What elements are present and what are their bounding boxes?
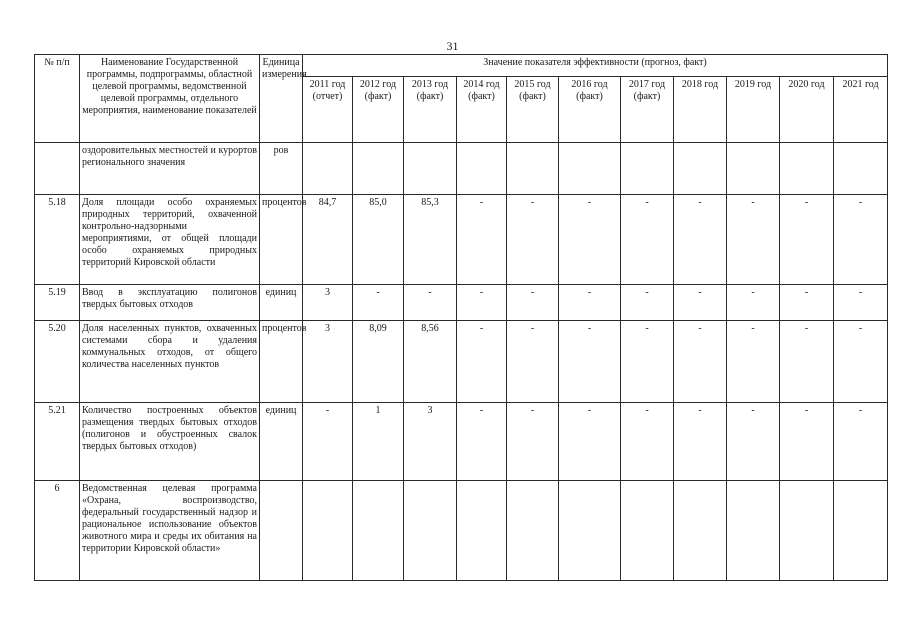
- header-num: № п/п: [35, 55, 80, 143]
- value-cell: -: [353, 285, 404, 321]
- header-year: 2020 год: [780, 77, 834, 143]
- value-cell: -: [559, 403, 621, 481]
- value-cell: -: [457, 195, 507, 285]
- unit-cell: процентов: [260, 321, 303, 403]
- header-year: 2014 год (факт): [457, 77, 507, 143]
- value-cell: -: [834, 195, 888, 285]
- indicator-name: Доля населенных пунктов, охваченных системами сбора и удаления коммунальных отходов, от общего количества населенных пунктов: [80, 321, 260, 403]
- header-year: 2012 год (факт): [353, 77, 404, 143]
- row-number: 5.18: [35, 195, 80, 285]
- header-year: 2018 год: [674, 77, 727, 143]
- unit-cell: [260, 481, 303, 581]
- table-row: [35, 285, 888, 321]
- value-cell: [507, 481, 559, 581]
- value-cell: -: [727, 195, 780, 285]
- value-cell: [404, 481, 457, 581]
- page-number: 31: [446, 39, 459, 53]
- value-cell: -: [457, 321, 507, 403]
- value-cell: -: [727, 403, 780, 481]
- row-number: 5.21: [35, 403, 80, 481]
- unit-cell: процентов: [260, 195, 303, 285]
- table-row: [35, 481, 888, 581]
- value-cell: -: [834, 321, 888, 403]
- value-cell: -: [780, 195, 834, 285]
- unit-cell: единиц: [260, 403, 303, 481]
- value-cell: 1: [353, 403, 404, 481]
- header-year: 2011 год (отчет): [303, 77, 353, 143]
- value-cell: -: [559, 195, 621, 285]
- value-cell: 84,7: [303, 195, 353, 285]
- value-cell: -: [621, 285, 674, 321]
- value-cell: [303, 481, 353, 581]
- value-cell: [834, 481, 888, 581]
- table-row: [35, 143, 888, 195]
- value-cell: -: [559, 285, 621, 321]
- row-number: 5.20: [35, 321, 80, 403]
- header-year: 2016 год (факт): [559, 77, 621, 143]
- value-cell: [621, 481, 674, 581]
- header-year: 2013 год (факт): [404, 77, 457, 143]
- value-cell: [621, 143, 674, 195]
- header-name: Наименование Государственной программы, подпрограммы, областной целевой программы, ведомственной целевой программы, отдельного мероприятия, наименование показателей: [80, 55, 260, 143]
- header-year: 2021 год: [834, 77, 888, 143]
- value-cell: [457, 143, 507, 195]
- value-cell: [303, 143, 353, 195]
- value-cell: 3: [404, 403, 457, 481]
- value-cell: -: [457, 403, 507, 481]
- value-cell: -: [404, 285, 457, 321]
- value-cell: -: [834, 403, 888, 481]
- value-cell: -: [621, 403, 674, 481]
- table-row: [35, 403, 888, 481]
- unit-cell: единиц: [260, 285, 303, 321]
- value-cell: -: [674, 195, 727, 285]
- efficiency-indicators-table: [34, 54, 888, 581]
- value-cell: [727, 481, 780, 581]
- indicator-name: оздоровительных местностей и курортов регионального значения: [80, 143, 260, 195]
- value-cell: [727, 143, 780, 195]
- value-cell: -: [780, 285, 834, 321]
- value-cell: -: [507, 195, 559, 285]
- row-number: 5.19: [35, 285, 80, 321]
- indicator-name: Ведомственная целевая программа «Охрана, воспроизводство, федеральный государственный надзор и рациональное использование объектов животного мира и среды их обитания на территории Кировской области»: [80, 481, 260, 581]
- value-cell: -: [674, 403, 727, 481]
- header-year: 2015 год (факт): [507, 77, 559, 143]
- value-cell: [780, 143, 834, 195]
- header-unit: Единица измерения: [260, 55, 303, 143]
- value-cell: -: [727, 321, 780, 403]
- value-cell: [404, 143, 457, 195]
- value-cell: 8,09: [353, 321, 404, 403]
- row-number: 6: [35, 481, 80, 581]
- value-cell: [834, 143, 888, 195]
- row-number: [35, 143, 80, 195]
- indicator-name: Ввод в эксплуатацию полигонов твердых бытовых отходов: [80, 285, 260, 321]
- value-cell: -: [559, 321, 621, 403]
- value-cell: [353, 143, 404, 195]
- value-cell: -: [457, 285, 507, 321]
- value-cell: -: [621, 321, 674, 403]
- value-cell: -: [507, 321, 559, 403]
- value-cell: -: [780, 321, 834, 403]
- table-row: [35, 195, 888, 285]
- value-cell: [674, 481, 727, 581]
- value-cell: -: [507, 403, 559, 481]
- value-cell: [780, 481, 834, 581]
- value-cell: -: [674, 285, 727, 321]
- value-cell: -: [621, 195, 674, 285]
- value-cell: -: [674, 321, 727, 403]
- indicator-name: Доля площади особо охраняемых природных территорий, охваченной контрольно-надзорными мероприятиями, от общей площади особо охраняемых природных территорий Кировской области: [80, 195, 260, 285]
- value-cell: 3: [303, 285, 353, 321]
- value-cell: [559, 143, 621, 195]
- indicator-name: Количество построенных объектов размещения твердых бытовых отходов (полигонов и обустроенных свалок твердых бытовых отходов): [80, 403, 260, 481]
- unit-cell: ров: [260, 143, 303, 195]
- value-cell: [559, 481, 621, 581]
- value-cell: -: [507, 285, 559, 321]
- header-group: Значение показателя эффективности (прогноз, факт): [303, 55, 888, 77]
- value-cell: -: [727, 285, 780, 321]
- header-year: 2019 год: [727, 77, 780, 143]
- value-cell: [507, 143, 559, 195]
- value-cell: 3: [303, 321, 353, 403]
- header-year: 2017 год (факт): [621, 77, 674, 143]
- value-cell: 85,0: [353, 195, 404, 285]
- value-cell: [457, 481, 507, 581]
- table-row: [35, 321, 888, 403]
- value-cell: -: [834, 285, 888, 321]
- value-cell: 8,56: [404, 321, 457, 403]
- value-cell: [674, 143, 727, 195]
- header-row: [35, 55, 888, 77]
- value-cell: -: [780, 403, 834, 481]
- value-cell: [353, 481, 404, 581]
- value-cell: -: [303, 403, 353, 481]
- value-cell: 85,3: [404, 195, 457, 285]
